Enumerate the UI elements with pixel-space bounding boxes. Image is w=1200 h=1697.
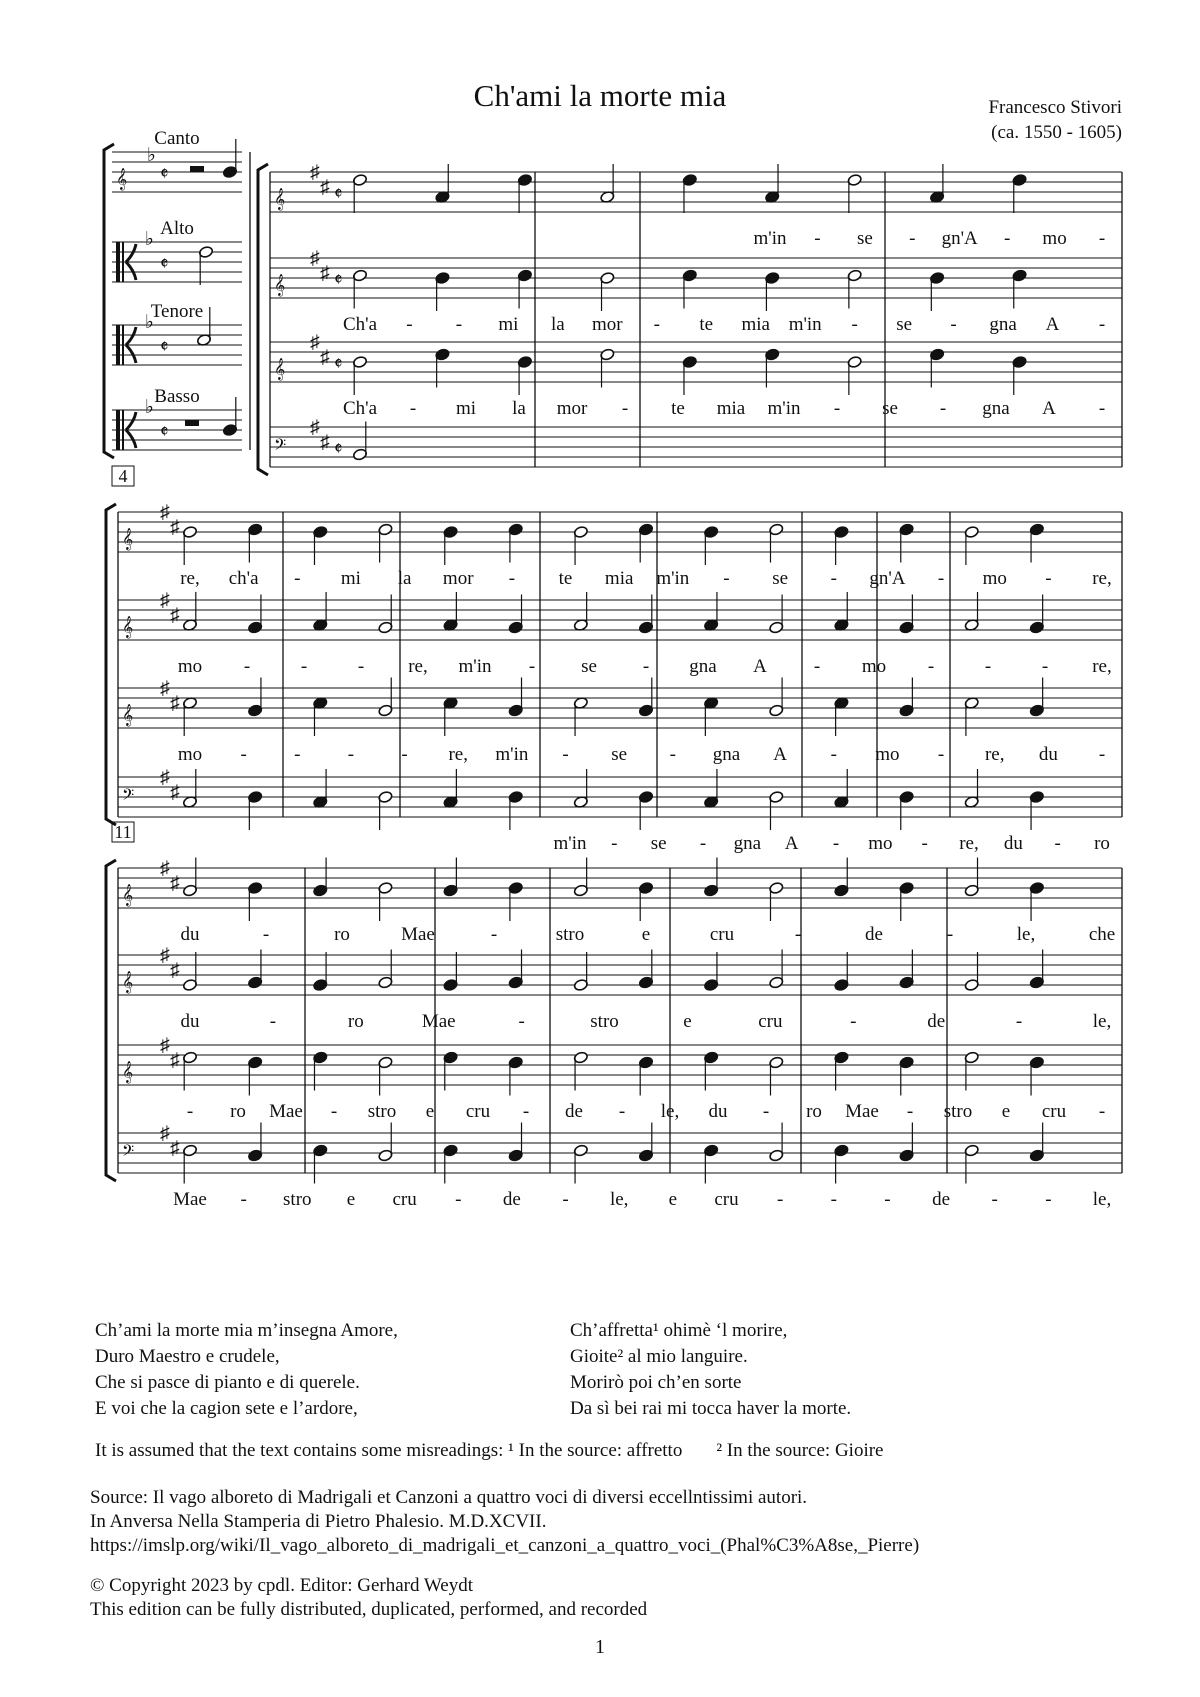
c-clef bbox=[122, 325, 124, 365]
time-signature: 𝄵 bbox=[160, 164, 169, 185]
lyric-syllable: - bbox=[669, 744, 676, 765]
key-sharp: ♯ bbox=[170, 1050, 180, 1071]
lyric-syllable: - bbox=[991, 1189, 998, 1210]
lyric-syllable: - bbox=[946, 924, 954, 945]
lyric-syllable: gn'A bbox=[941, 228, 978, 249]
poem-line: E voi che la cagion sete e l’ardore, bbox=[95, 1398, 358, 1419]
lyric-syllable: - bbox=[490, 924, 498, 945]
system bbox=[258, 162, 1122, 475]
lyric-syllable: ro bbox=[806, 1101, 822, 1122]
lyric-syllable: stro bbox=[943, 1101, 973, 1122]
c-clef bbox=[116, 242, 120, 282]
system bbox=[106, 466, 1122, 854]
composer-name: Francesco Stivori bbox=[988, 97, 1122, 118]
key-sharp: ♯ bbox=[170, 605, 180, 626]
page-number: 1 bbox=[595, 1636, 605, 1658]
lyric-syllable: - bbox=[723, 568, 730, 589]
time-signature: 𝄵 bbox=[334, 354, 343, 375]
lyric-syllable: - bbox=[1003, 228, 1011, 249]
rest bbox=[185, 420, 199, 426]
lyric-syllable: - bbox=[330, 1101, 338, 1122]
key-sharp: ♯ bbox=[160, 945, 170, 966]
poem-line: Gioite² al mio languire. bbox=[570, 1346, 748, 1367]
lyric-syllable: du bbox=[708, 1101, 728, 1122]
lyric-syllable: - bbox=[186, 1101, 194, 1122]
bass-clef: 𝄢 bbox=[274, 437, 287, 458]
lyric-syllable: e bbox=[425, 1101, 435, 1122]
time-signature: 𝄵 bbox=[334, 439, 343, 460]
lyric-syllable: - bbox=[611, 833, 618, 854]
key-sharp: ♯ bbox=[310, 162, 320, 183]
lyric-syllable: se bbox=[650, 833, 667, 854]
treble-clef: 𝄞 bbox=[116, 169, 128, 190]
key-flat: ♭ bbox=[147, 145, 156, 166]
lyric-syllable: ro bbox=[347, 1011, 364, 1032]
lyric-syllable: - bbox=[830, 568, 837, 589]
measure-number: 11 bbox=[114, 822, 132, 842]
lyric-syllable: le, bbox=[660, 1101, 680, 1122]
lyric-syllable: cru bbox=[714, 1189, 739, 1210]
lyric-syllable: gna bbox=[689, 656, 717, 677]
key-sharp: ♯ bbox=[170, 693, 180, 714]
treble-clef: 𝄞 bbox=[122, 972, 134, 993]
lyric-syllable: mo bbox=[982, 568, 1007, 589]
lyric-syllable: - bbox=[814, 228, 821, 249]
lyric-syllable: - bbox=[347, 744, 355, 765]
lyric-syllable: - bbox=[950, 314, 957, 335]
lyric-syllable: cru bbox=[709, 924, 735, 945]
poem-line: Ch’affretta¹ ohimè ‘l morire, bbox=[570, 1320, 788, 1341]
key-sharp: ♯ bbox=[170, 782, 180, 803]
key-sharp: ♯ bbox=[170, 1138, 180, 1159]
copyright-line: © Copyright 2023 by cpdl. Editor: Gerhard Weydt bbox=[90, 1575, 473, 1596]
lyric-syllable: m'in bbox=[788, 314, 822, 335]
lyric-syllable: le, bbox=[1092, 1189, 1112, 1210]
lyric-syllable: - bbox=[518, 1011, 525, 1032]
lyric-syllable: la bbox=[551, 314, 565, 335]
poem-line: Che si pasce di pianto e di querele. bbox=[95, 1372, 360, 1393]
copyright-block bbox=[90, 1574, 647, 1622]
lyric-syllable: re, bbox=[180, 568, 200, 589]
treble-clef: 𝄞 bbox=[274, 189, 286, 210]
lyric-syllable: re, bbox=[1092, 568, 1112, 589]
time-signature: 𝄵 bbox=[160, 254, 169, 275]
lyric-syllable: cru bbox=[1041, 1101, 1067, 1122]
lyric-syllable: gna bbox=[982, 398, 1010, 419]
key-flat: ♭ bbox=[145, 397, 154, 418]
lyric-syllable: re, bbox=[959, 833, 979, 854]
key-sharp: ♯ bbox=[310, 248, 320, 269]
lyric-syllable: - bbox=[937, 568, 945, 589]
key-sharp: ♯ bbox=[170, 517, 180, 538]
lyric-syllable: - bbox=[240, 744, 247, 765]
poem-line: Morirò poi ch’en sorte bbox=[570, 1372, 742, 1393]
lyric-syllable: - bbox=[1045, 568, 1052, 589]
lyric-syllable: - bbox=[357, 656, 365, 677]
key-sharp: ♯ bbox=[320, 177, 330, 198]
lyric-syllable: - bbox=[909, 228, 916, 249]
lyric-syllable: - bbox=[776, 1189, 784, 1210]
lyric-syllable: - bbox=[937, 744, 945, 765]
lyric-syllable: A bbox=[1042, 398, 1056, 419]
treble-clef: 𝄞 bbox=[274, 275, 286, 296]
lyric-syllable: - bbox=[1098, 744, 1106, 765]
lyric-syllable: m'in bbox=[553, 833, 587, 854]
lyric-syllable: le, bbox=[609, 1189, 629, 1210]
key-flat: ♭ bbox=[145, 312, 154, 333]
lyric-syllable: m'in bbox=[753, 228, 787, 249]
system-bracket bbox=[106, 860, 116, 1181]
lyric-syllable: se bbox=[856, 228, 873, 249]
lyric-syllable: ro bbox=[230, 1101, 246, 1122]
lyric-syllable: - bbox=[262, 924, 270, 945]
system-bracket bbox=[258, 164, 268, 475]
source-block bbox=[90, 1486, 919, 1558]
lyric-syllable: - bbox=[699, 833, 707, 854]
lyric-syllable: gna bbox=[733, 833, 762, 854]
key-sharp: ♯ bbox=[170, 873, 180, 894]
lyric-syllable: mo bbox=[177, 656, 203, 677]
lyric-syllable: e bbox=[683, 1011, 692, 1032]
lyric-syllable: - bbox=[833, 398, 841, 419]
lyric-syllable: te bbox=[671, 398, 685, 419]
lyric-syllable: le, bbox=[1016, 924, 1036, 945]
lyric-syllable: mia bbox=[741, 314, 770, 335]
poem-line: Ch’ami la morte mia m’insegna Amore, bbox=[95, 1320, 398, 1341]
lyric-syllable: - bbox=[762, 1101, 770, 1122]
lyric-syllable: - bbox=[794, 924, 802, 945]
lyric-syllable: - bbox=[294, 744, 301, 765]
key-sharp: ♯ bbox=[310, 417, 320, 438]
lyric-syllable: - bbox=[618, 1101, 626, 1122]
lyric-syllable: Ch'a bbox=[342, 314, 378, 335]
lyric-syllable: mor bbox=[556, 398, 588, 419]
license-line: This edition can be fully distributed, duplicated, performed, and recorded bbox=[90, 1599, 648, 1620]
lyric-syllable: m'in bbox=[656, 568, 690, 589]
poem-line: Da sì bei rai mi tocca haver la morte. bbox=[570, 1398, 852, 1419]
lyric-syllable: cru bbox=[392, 1189, 417, 1210]
treble-clef: 𝄞 bbox=[122, 1062, 134, 1083]
lyric-syllable: mia bbox=[716, 398, 746, 419]
lyric-syllable: du bbox=[1003, 833, 1023, 854]
lyric-syllable: - bbox=[269, 1011, 277, 1032]
treble-clef: 𝄞 bbox=[122, 617, 134, 638]
lyric-syllable: - bbox=[984, 656, 992, 677]
lyric-syllable: gn'A bbox=[869, 568, 906, 589]
bass-clef: 𝄢 bbox=[122, 787, 135, 808]
lyric-syllable: de bbox=[502, 1189, 521, 1210]
treble-clef: 𝄞 bbox=[122, 885, 134, 906]
lyric-syllable: m'in bbox=[767, 398, 801, 419]
lyric-syllable: se bbox=[581, 656, 597, 677]
lyric-syllable: - bbox=[927, 656, 935, 677]
lyric-syllable: mo bbox=[875, 744, 900, 765]
lyric-syllable: m'in bbox=[495, 744, 529, 765]
lyric-syllable: - bbox=[830, 1189, 837, 1210]
rest bbox=[190, 166, 204, 172]
lyric-syllable: du bbox=[1038, 744, 1058, 765]
lyric-syllable: e bbox=[1001, 1101, 1011, 1122]
key-sharp: ♯ bbox=[310, 332, 320, 353]
lyric-syllable: - bbox=[455, 1189, 462, 1210]
lyric-syllable: e bbox=[668, 1189, 678, 1210]
c-clef bbox=[116, 410, 120, 450]
system-bracket bbox=[104, 144, 114, 458]
lyric-syllable: gna bbox=[712, 744, 741, 765]
lyric-syllable: mi bbox=[455, 398, 477, 419]
lyric-syllable: - bbox=[851, 314, 858, 335]
treble-clef: 𝄞 bbox=[122, 529, 134, 550]
lyric-syllable: - bbox=[406, 314, 413, 335]
c-clef bbox=[122, 410, 124, 450]
lyric-syllable: cru bbox=[758, 1011, 783, 1032]
source-line: Source: Il vago alboreto di Madrigali et Canzoni a quattro voci di diversi eccellntissimi autori. bbox=[90, 1487, 808, 1508]
lyric-syllable: mo bbox=[868, 833, 893, 854]
lyric-syllable: stro bbox=[590, 1011, 619, 1032]
lyric-syllable: - bbox=[300, 656, 308, 677]
lyric-syllable: re, bbox=[984, 744, 1005, 765]
lyric-syllable: du bbox=[180, 1011, 200, 1032]
lyric-syllable: - bbox=[240, 1189, 247, 1210]
lyric-syllable: - bbox=[921, 833, 928, 854]
lyric-syllable: ro bbox=[1094, 833, 1110, 854]
lyric-syllable: Mae bbox=[421, 1011, 456, 1032]
lyric-syllable: stro bbox=[555, 924, 585, 945]
c-clef bbox=[122, 242, 124, 282]
poem-line: Duro Maestro e crudele, bbox=[95, 1346, 280, 1367]
lyric-syllable: la bbox=[397, 568, 412, 589]
time-signature: 𝄵 bbox=[334, 184, 343, 205]
lyric-syllable: mor bbox=[592, 314, 623, 335]
lyric-syllable: - bbox=[939, 398, 947, 419]
lyric-syllable: - bbox=[830, 744, 837, 765]
lyric-syllable: - bbox=[832, 833, 840, 854]
lyric-syllable: - bbox=[1098, 1101, 1106, 1122]
voice-name: Canto bbox=[154, 128, 200, 149]
lyric-syllable: - bbox=[409, 398, 417, 419]
poem-left-column bbox=[95, 1318, 398, 1422]
key-sharp: ♯ bbox=[160, 502, 170, 523]
lyric-syllable: - bbox=[1041, 656, 1049, 677]
lyric-syllable: A bbox=[784, 833, 799, 854]
time-signature: 𝄵 bbox=[334, 270, 343, 291]
lyric-syllable: - bbox=[1098, 228, 1106, 249]
lyric-syllable: le, bbox=[1092, 1011, 1112, 1032]
lyric-syllable: se bbox=[772, 568, 789, 589]
lyric-syllable: mo bbox=[1042, 228, 1067, 249]
source-url: https://imslp.org/wiki/Il_vago_alboreto_di_madrigali_et_canzoni_a_quattro_voci_(Phal%C3%A8se,_Pierre) bbox=[90, 1535, 920, 1556]
key-flat: ♭ bbox=[145, 229, 154, 250]
lyric-syllable: - bbox=[562, 744, 569, 765]
lyric-syllable: de bbox=[865, 924, 883, 945]
lyric-syllable: mor bbox=[442, 568, 474, 589]
lyric-syllable: - bbox=[243, 656, 251, 677]
incipit bbox=[104, 128, 250, 458]
system-bracket bbox=[106, 504, 116, 825]
lyric-syllable: mo bbox=[861, 656, 887, 677]
bass-clef: 𝄢 bbox=[122, 1143, 135, 1164]
lyric-syllable: - bbox=[884, 1189, 891, 1210]
voice-name: Alto bbox=[160, 218, 194, 239]
lyric-syllable: A bbox=[753, 656, 767, 677]
lyric-syllable: de bbox=[927, 1011, 946, 1032]
treble-clef: 𝄞 bbox=[122, 705, 134, 726]
note-1: It is assumed that the text contains some misreadings: ¹ In the source: affretto bbox=[95, 1440, 683, 1461]
lyric-syllable: re, bbox=[1092, 656, 1112, 677]
lyric-syllable: - bbox=[528, 656, 536, 677]
lyric-syllable: - bbox=[813, 656, 821, 677]
lyric-syllable: - bbox=[1098, 314, 1106, 335]
source-line: In Anversa Nella Stamperia di Pietro Phalesio. M.D.XCVII. bbox=[90, 1511, 547, 1532]
lyric-syllable: la bbox=[512, 398, 526, 419]
lyric-syllable: - bbox=[294, 568, 301, 589]
lyric-syllable: se bbox=[611, 744, 628, 765]
lyric-syllable: stro bbox=[367, 1101, 397, 1122]
lyric-syllable: - bbox=[653, 314, 660, 335]
treble-clef: 𝄞 bbox=[274, 359, 286, 380]
lyric-syllable: e bbox=[641, 924, 651, 945]
lyric-syllable: cru bbox=[465, 1101, 491, 1122]
lyric-syllable: gna bbox=[989, 314, 1017, 335]
key-sharp: ♯ bbox=[320, 347, 330, 368]
system bbox=[106, 822, 1122, 1210]
key-sharp: ♯ bbox=[160, 767, 170, 788]
lyric-syllable: re, bbox=[408, 656, 428, 677]
lyric-syllable: stro bbox=[283, 1189, 312, 1210]
key-sharp: ♯ bbox=[160, 1123, 170, 1144]
lyric-syllable: mi bbox=[498, 314, 519, 335]
lyric-syllable: - bbox=[906, 1101, 914, 1122]
lyric-syllable: se bbox=[896, 314, 913, 335]
lyric-syllable: - bbox=[508, 568, 516, 589]
lyric-syllable: A bbox=[773, 744, 787, 765]
key-sharp: ♯ bbox=[160, 678, 170, 699]
lyric-syllable: du bbox=[180, 924, 200, 945]
lyric-syllable: mia bbox=[604, 568, 634, 589]
key-sharp: ♯ bbox=[170, 960, 180, 981]
time-signature: 𝄵 bbox=[160, 422, 169, 443]
lyric-syllable: - bbox=[1054, 833, 1061, 854]
lyric-syllable: Ch'a bbox=[342, 398, 378, 419]
key-sharp: ♯ bbox=[160, 858, 170, 879]
lyric-syllable: te bbox=[558, 568, 573, 589]
voice-name: Tenore bbox=[150, 301, 204, 322]
lyric-syllable: - bbox=[1015, 1011, 1023, 1032]
composer-dates: (ca. 1550 - 1605) bbox=[991, 122, 1122, 143]
lyric-syllable: m'in bbox=[458, 656, 492, 677]
lyric-syllable: mi bbox=[340, 568, 361, 589]
note-2: ² In the source: Gioire bbox=[716, 1440, 884, 1461]
lyric-syllable: Mae bbox=[845, 1101, 879, 1122]
lyric-syllable: - bbox=[562, 1189, 569, 1210]
key-sharp: ♯ bbox=[160, 1035, 170, 1056]
lyric-syllable: mo bbox=[177, 744, 203, 765]
measure-number: 4 bbox=[118, 466, 128, 486]
c-clef bbox=[116, 325, 120, 365]
editorial-notes bbox=[95, 1440, 917, 1462]
lyric-syllable: - bbox=[621, 398, 629, 419]
lyric-syllable: - bbox=[522, 1101, 530, 1122]
lyric-syllable: A bbox=[1045, 314, 1060, 335]
lyric-syllable: re, bbox=[448, 744, 468, 765]
time-signature: 𝄵 bbox=[160, 337, 169, 358]
lyric-syllable: e bbox=[346, 1189, 356, 1210]
poem-right-column bbox=[570, 1318, 851, 1422]
lyric-syllable: - bbox=[401, 744, 408, 765]
lyric-syllable: - bbox=[642, 656, 650, 677]
lyric-syllable: Mae bbox=[173, 1189, 207, 1210]
page-title: Ch'ami la morte mia bbox=[473, 78, 727, 113]
lyric-syllable: te bbox=[699, 314, 714, 335]
score-systems bbox=[106, 162, 1122, 1210]
lyric-syllable: - bbox=[455, 314, 463, 335]
lyric-syllable: - bbox=[1045, 1189, 1052, 1210]
lyric-syllable: che bbox=[1088, 924, 1116, 945]
lyric-syllable: ro bbox=[334, 924, 350, 945]
lyric-syllable: Mae bbox=[269, 1101, 303, 1122]
lyric-syllable: de bbox=[932, 1189, 951, 1210]
key-sharp: ♯ bbox=[320, 432, 330, 453]
voice-name: Basso bbox=[154, 386, 200, 407]
lyric-syllable: de bbox=[565, 1101, 583, 1122]
key-sharp: ♯ bbox=[320, 263, 330, 284]
lyric-syllable: Mae bbox=[401, 924, 435, 945]
lyric-syllable: - bbox=[850, 1011, 857, 1032]
lyric-syllable: - bbox=[1098, 398, 1106, 419]
key-sharp: ♯ bbox=[160, 590, 170, 611]
lyric-syllable: ch'a bbox=[228, 568, 259, 589]
lyric-syllable: se bbox=[882, 398, 898, 419]
